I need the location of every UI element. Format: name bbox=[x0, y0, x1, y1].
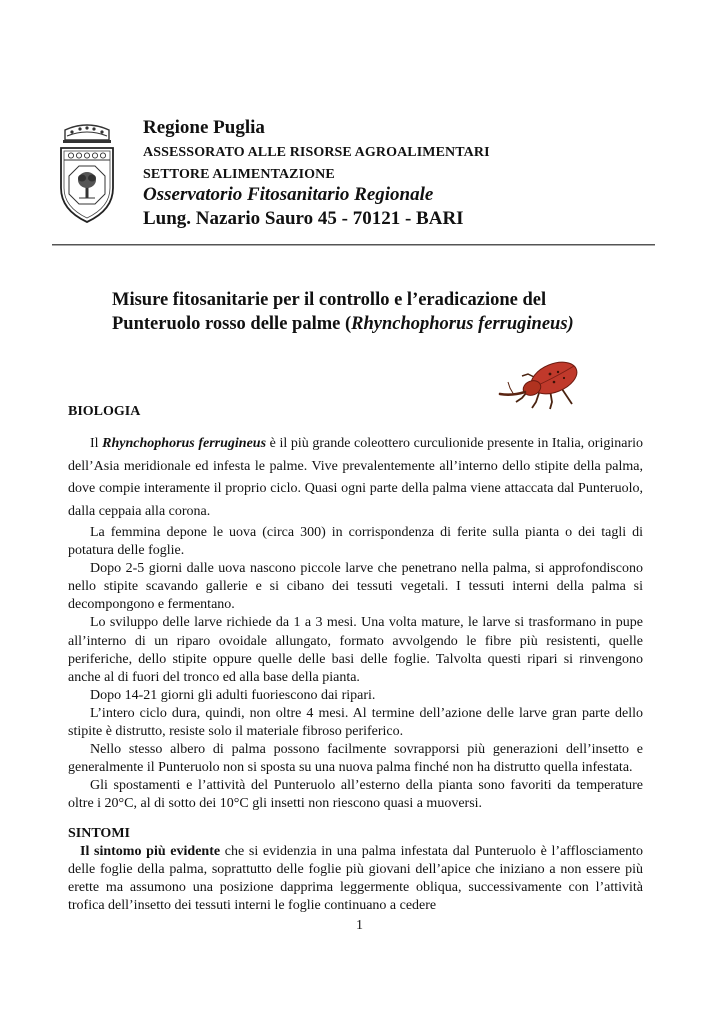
document-title bbox=[112, 288, 632, 336]
biologia-paragraph: Gli spostamenti e l’attività del Punteruolo all’esterno della pianta sono favoriti da temperature oltre i 20°C, al di sotto dei 10°C gli insetti non riescono quasi a muoversi. bbox=[68, 778, 643, 812]
header-divider bbox=[52, 244, 655, 246]
biologia-intro-paragraph bbox=[68, 433, 643, 523]
document-title-prefix: Punteruolo rosso delle palme ( bbox=[112, 314, 352, 334]
biologia-paragraph: Dopo 14-21 giorni gli adulti fuoriescono dai ripari. bbox=[90, 687, 376, 703]
header-address: Lung. Nazario Sauro 45 - 70121 - BARI bbox=[143, 208, 464, 229]
sintomi-text: che si evidenzia in una palma infestata dal Punteruolo è l’afflosciamento delle foglie della palma, soprattutto delle foglie più giovani dell’apice che iniziano a non essere più erette ma assumono una posizione dapprima leggermente obliqua, successivamente con l’attività trofica dell’insetto dei tessuti interni le foglie continuano a cedere bbox=[68, 844, 643, 914]
biologia-paragraph: La femmina depone le uova (circa 300) in corrispondenza di ferite sulla pianta o dei tagli di potatura delle foglie. bbox=[68, 525, 643, 559]
page-number: 1 bbox=[356, 918, 363, 933]
red-palm-weevil-icon bbox=[492, 352, 588, 412]
sintomi-lead: Il sintomo più evidente bbox=[80, 844, 221, 859]
sintomi-paragraph bbox=[68, 843, 643, 915]
biologia-paragraphs bbox=[68, 524, 643, 814]
biologia-paragraph: Nello stesso albero di palma possono facilmente sovrapporsi più generazioni dell’insetto e generalmente il Punteruolo non si sposta su una nuova palma finché non ha distrutto quella infestata. bbox=[68, 742, 643, 776]
biologia-paragraph: L’intero ciclo dura, quindi, non oltre 4 mesi. Al termine dell’azione delle larve gran parte dello stipite è distrutto, resiste solo il materiale fibroso periferico. bbox=[68, 705, 643, 740]
header-title: Regione Puglia bbox=[143, 117, 265, 138]
document-title-line1: Misure fitosanitarie per il controllo e l’eradicazione del bbox=[112, 290, 547, 310]
biologia-paragraph: Lo sviluppo delle larve richiede da 1 a 3 mesi. Una volta mature, le larve si trasformano in pupe all’interno di un riparo ovoidale allungato, formato avvolgendo le fibre più resistenti, quelle periferiche, dello stipite oppure quelle delle basi delle foglie. Talvolta questi ripari si rinvengono anche al di fuori del tronco ed alla base della pianta. bbox=[68, 615, 643, 685]
intro-prefix: Il bbox=[90, 436, 103, 451]
document-title-species: Rhynchophorus ferrugineus) bbox=[351, 314, 574, 334]
section-heading-biologia: BIOLOGIA bbox=[68, 404, 141, 419]
document-title-line2 bbox=[112, 312, 632, 336]
header-department: ASSESSORATO ALLE RISORSE AGROALIMENTARI bbox=[143, 145, 490, 160]
intro-species-name: Rhynchophorus ferrugineus bbox=[102, 436, 267, 451]
intro-text: è il più grande coleottero curculionide presente in Italia, originario dell’Asia meridionale ed infesta le palme. Vive prevalentemente all’interno dello stipite della palma, dove compie interamente il proprio ciclo. Quasi ogni parte della palma viene attaccata dal Punteruolo, dalla ceppaia alla corona. bbox=[68, 436, 643, 519]
header-sector: SETTORE ALIMENTAZIONE bbox=[143, 167, 335, 182]
regione-puglia-crest-icon bbox=[55, 118, 119, 224]
header-office: Osservatorio Fitosanitario Regionale bbox=[143, 184, 434, 205]
biologia-paragraph: Dopo 2-5 giorni dalle uova nascono piccole larve che penetrano nella palma, si approfondiscono nello stipite scavando gallerie e si cibano dei tessuti vegetali. I tessuti interni della palma si decompongono e fermentano. bbox=[68, 561, 643, 613]
section-heading-sintomi: SINTOMI bbox=[68, 826, 130, 841]
